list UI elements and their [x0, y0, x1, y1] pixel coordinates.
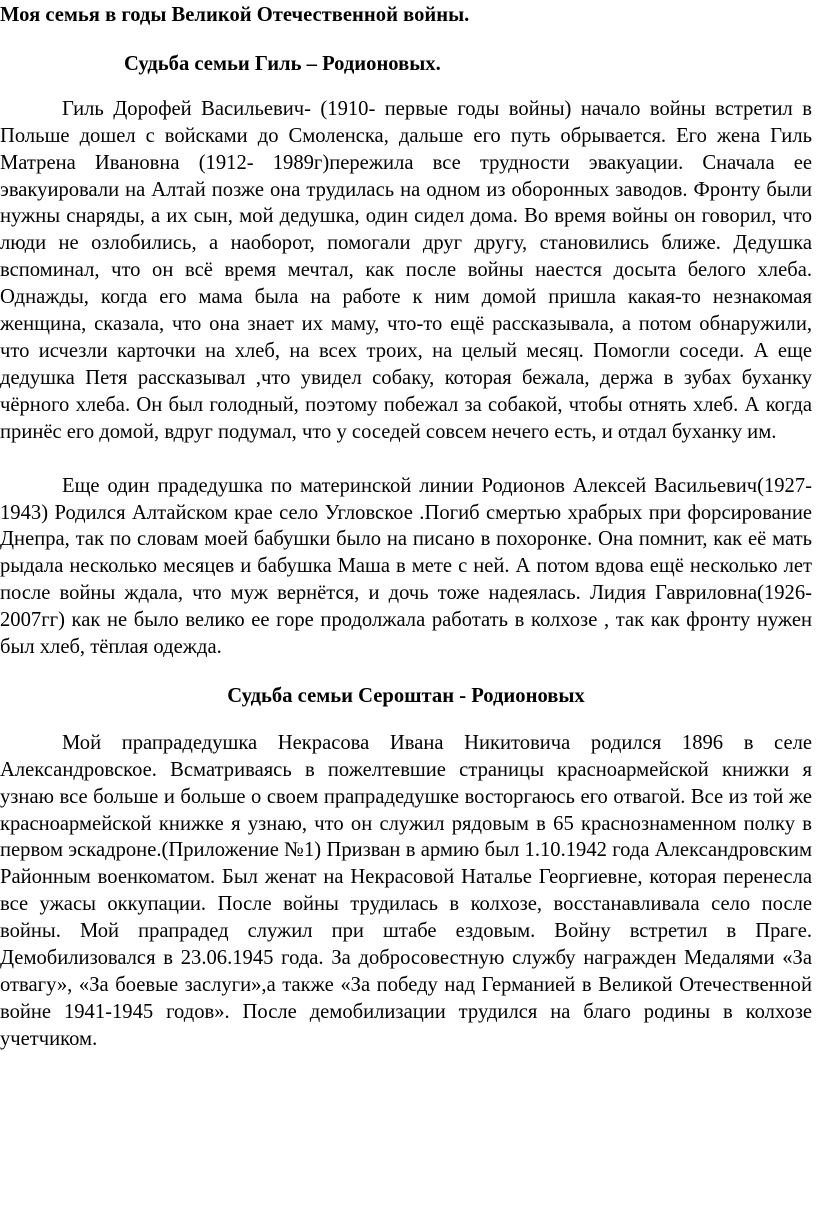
paragraph-rodionov-alexey: Еще один прадедушка по материнской линии Родионов Алексей Васильевич(1927-1943) Родился Алтайском крае село Угловское .Погиб смертью храбрых при форсирование Днепра, так по словам моей бабушки было на писано в похоронке. Она помнит, как её мать рыдала несколько месяцев и бабушка Маша в мете с ней. А потом вдова ещё несколько лет после войны ждала, что муж вернётся, и дочь тоже надеялась. Лидия Гавриловна(1926-2007гг) как не было велико ее горе продолжала работать в колхозе , так как фронту нужен был хлеб, тёплая одежда.	[0, 474, 812, 659]
paragraph-gil-family: Гиль Дорофей Васильевич- (1910- первые годы войны) начало войны встретил в Польше дошел с войсками до Смоленска, дальше его путь обрывается. Его жена Гиль Матрена Ивановна (1912- 1989г)пережила все трудности эвакуации. Сначала ее эвакуировали на Алтай позже она трудилась на одном из оборонных заводов. Фронту были нужны снаряды, а их сын, мой дедушка, один сидел дома. Во время войны он говорил, что люди не озлобились, а наоборот, помогали друг другу, становились ближе. Дедушка вспоминал, что он всё время мечтал, как после войны наестся досыта белого хлеба. Однажды, когда его мама была на работе к ним домой пришла какая-то незнакомая женщина, сказала, что она знает их маму, что-то ещё рассказывала, а потом обнаружили, что исчезли карточки на хлеб, на всех троих, на целый месяц. Помогли соседи. А еще дедушка Петя рассказывал ,что увидел собаку, которая бежала, держа в зубах буханку чёрного хлеба. Он был голодный, поэтому побежал за собакой, чтобы отнять хлеб. А когда принёс его домой, вдруг подумал, что у соседей совсем нечего есть, и отдал буханку им.	[0, 97, 812, 443]
paragraph-nekrasov-ivan: Мой прапрадедушка Некрасова Ивана Никитовича родился 1896 в селе Александровское. Всматриваясь в пожелтевшие страницы красноармейской книжки я узнаю все больше и больше о своем прапрадедушке восторгаюсь его отвагой. Все из той же красноармейской книжке я узнаю, что он служил рядовым в 65 краснознаменном полку в первом эскадроне.(Приложение №1) Призван в армию был 1.10.1942 года Александровским Районным военкоматом. Был женат на Некрасовой Наталье Георгиевне, которая перенесла все ужасы оккупации. После войны трудилась в колхозе, восстанавливала село после войны. Мой прапрадед служил при штабе ездовым. Войну встретил в Праге. Демобилизовался в 23.06.1945 года. За добросовестную службу награжден Медалями «За отвагу», «За боевые заслуги»,а также «За победу над Германией в Великой Отечественной войне 1941-1945 годов». После демобилизации трудился на благо родины в колхозе учетчиком.	[0, 731, 812, 1050]
section-heading-serushtan-rodionov: Судьба семьи Сероштан - Родионовых	[227, 684, 585, 707]
document-title: Моя семья в годы Великой Отечественной войны.	[0, 4, 470, 26]
section-heading-gil-rodionov: Судьба семьи Гиль – Родионовых.	[124, 52, 441, 75]
